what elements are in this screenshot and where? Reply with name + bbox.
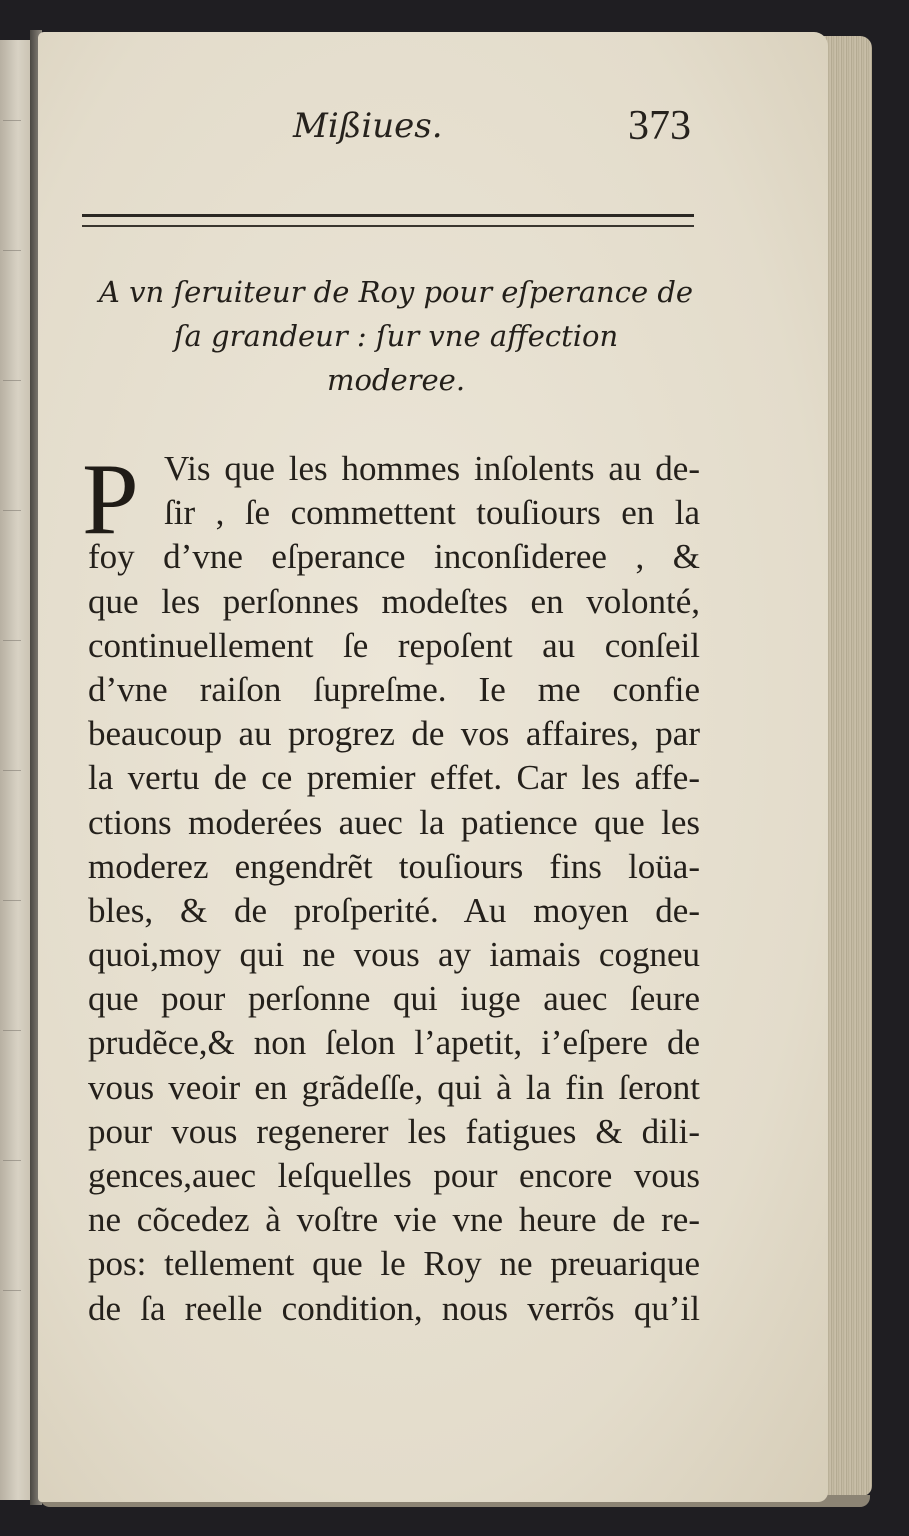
body-line: que les perſonnes modeſtes en volonté,: [88, 581, 700, 621]
body-line: Vis que les hommes inſolents au de-: [164, 449, 700, 488]
body-line: bles, & de proſperité. Au moyen de-: [88, 890, 700, 930]
page-block-edge: [822, 36, 872, 1496]
running-title: Mißiues.: [293, 106, 443, 146]
bleed-mark: [3, 380, 21, 381]
body-line: quoi,moy qui ne vous ay iamais cogneu: [88, 935, 700, 975]
running-head: [98, 102, 698, 162]
bleed-mark: [3, 510, 21, 511]
body-line: pour vous regenerer les fatigues & dili-: [88, 1111, 700, 1151]
bleed-mark: [3, 640, 21, 641]
bleed-mark: [3, 250, 21, 251]
letter-body: [88, 447, 700, 1331]
letter-heading: [96, 270, 696, 402]
body-line: de ſa reelle condition, nous verrõs qu’il: [88, 1288, 700, 1328]
heading-line: ſa grandeur : ſur vne affection: [173, 319, 619, 353]
book-page: [38, 32, 828, 1502]
facing-page-edge: [0, 40, 30, 1500]
page-number: 373: [628, 103, 691, 149]
drop-cap: P: [82, 443, 139, 556]
body-line: ſir , ſe commettent touſiours en la: [164, 493, 700, 533]
body-line: d’vne raiſon ſupreſme. Ie me confie: [88, 669, 700, 709]
head-rule: [82, 214, 694, 227]
heading-line: A vn ſeruiteur de Roy pour eſperance de: [98, 275, 694, 309]
heading-line: moderee.: [326, 363, 466, 397]
body-line: pos: tellement que le Roy ne preuarique: [88, 1244, 700, 1284]
bleed-mark: [3, 1290, 21, 1291]
bleed-mark: [3, 770, 21, 771]
bleed-mark: [3, 1160, 21, 1161]
body-line: foy d’vne eſperance inconſideree , &: [88, 537, 700, 577]
body-line: gences,auec leſquelles pour encore vous: [88, 1156, 700, 1195]
body-line: ne cõcedez à voſtre vie vne heure de re-: [88, 1200, 700, 1240]
body-line: moderez engendrẽt touſiours fins loüa-: [88, 846, 700, 886]
bleed-mark: [3, 900, 21, 901]
bleed-mark: [3, 1030, 21, 1031]
body-line: prudẽce,& non ſelon l’apetit, i’eſpere de: [88, 1023, 700, 1063]
body-line: la vertu de ce premier effet. Car les affe-: [88, 758, 700, 798]
body-line: continuellement ſe repoſent au conſeil: [88, 625, 700, 665]
body-line: beaucoup au progrez de vos affaires, par: [88, 714, 700, 754]
bleed-mark: [3, 120, 21, 121]
body-line: ctions moderées auec la patience que les: [88, 802, 700, 842]
body-line: vous veoir en grãdeſſe, qui à la fin ſeront: [88, 1067, 700, 1107]
body-line: que pour perſonne qui iuge auec ſeure: [88, 979, 700, 1019]
